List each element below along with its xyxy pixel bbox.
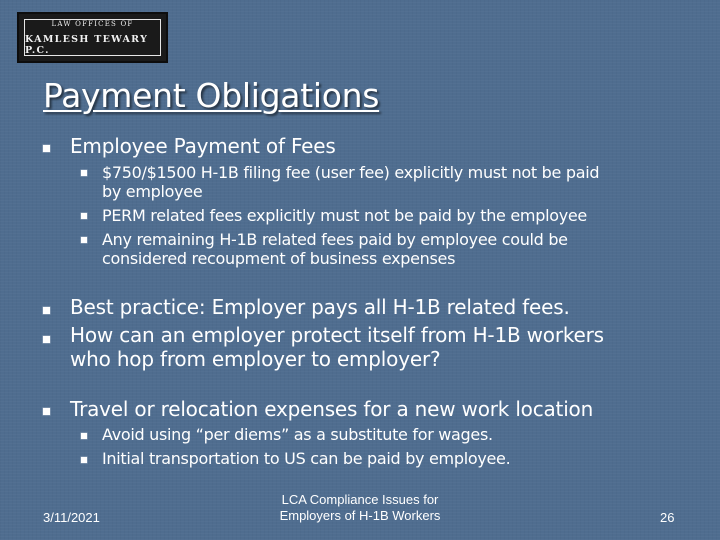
bullet-employer-protect-line-1: How can an employer protect itself from H-1B workers <box>70 323 604 347</box>
firm-logo <box>17 12 168 63</box>
sub-bullet-perm-fees: PERM related fees explicitly must not be paid by the employee <box>102 206 587 225</box>
footer-caption-line-1: LCA Compliance Issues for <box>281 492 439 507</box>
footer-caption <box>250 492 470 524</box>
bullet-square-icon <box>43 307 50 314</box>
footer-page-number: 26 <box>660 510 675 525</box>
footer-date: 3/11/2021 <box>43 510 100 525</box>
logo-line-2: KAMLESH TEWARY P.C. <box>25 33 149 56</box>
footer-caption-line-2: Employers of H-1B Workers <box>279 508 441 523</box>
bullet-square-icon <box>43 145 50 152</box>
logo-line-1: LAW OFFICES OF <box>51 19 134 28</box>
sub-bullet-square-icon <box>81 237 87 243</box>
sub-bullet-per-diems: Avoid using “per diems” as a substitute for wages. <box>102 425 493 444</box>
bullet-travel-expenses: Travel or relocation expenses for a new work location <box>70 397 594 421</box>
sub-bullet-square-icon <box>81 433 87 439</box>
bullet-employee-payment: Employee Payment of Fees <box>70 134 336 158</box>
sub-bullet-square-icon <box>81 170 87 176</box>
sub-bullet-remaining-fees-line-2: considered recoupment of business expenses <box>102 249 456 268</box>
sub-bullet-remaining-fees-line-1: Any remaining H-1B related fees paid by employee could be <box>102 230 568 249</box>
logo-frame <box>24 19 161 56</box>
bullet-employer-protect-line-2: who hop from employer to employer? <box>70 347 441 371</box>
slide-title: Payment Obligations <box>43 76 380 115</box>
sub-bullet-square-icon <box>81 213 87 219</box>
sub-bullet-initial-transportation: Initial transportation to US can be paid by employee. <box>102 449 511 468</box>
bullet-best-practice: Best practice: Employer pays all H-1B related fees. <box>70 295 570 319</box>
sub-bullet-square-icon <box>81 457 87 463</box>
sub-bullet-filing-fee-line-2: by employee <box>102 182 203 201</box>
bullet-square-icon <box>43 408 50 415</box>
bullet-square-icon <box>43 336 50 343</box>
sub-bullet-filing-fee-line-1: $750/$1500 H-1B filing fee (user fee) explicitly must not be paid <box>102 163 600 182</box>
